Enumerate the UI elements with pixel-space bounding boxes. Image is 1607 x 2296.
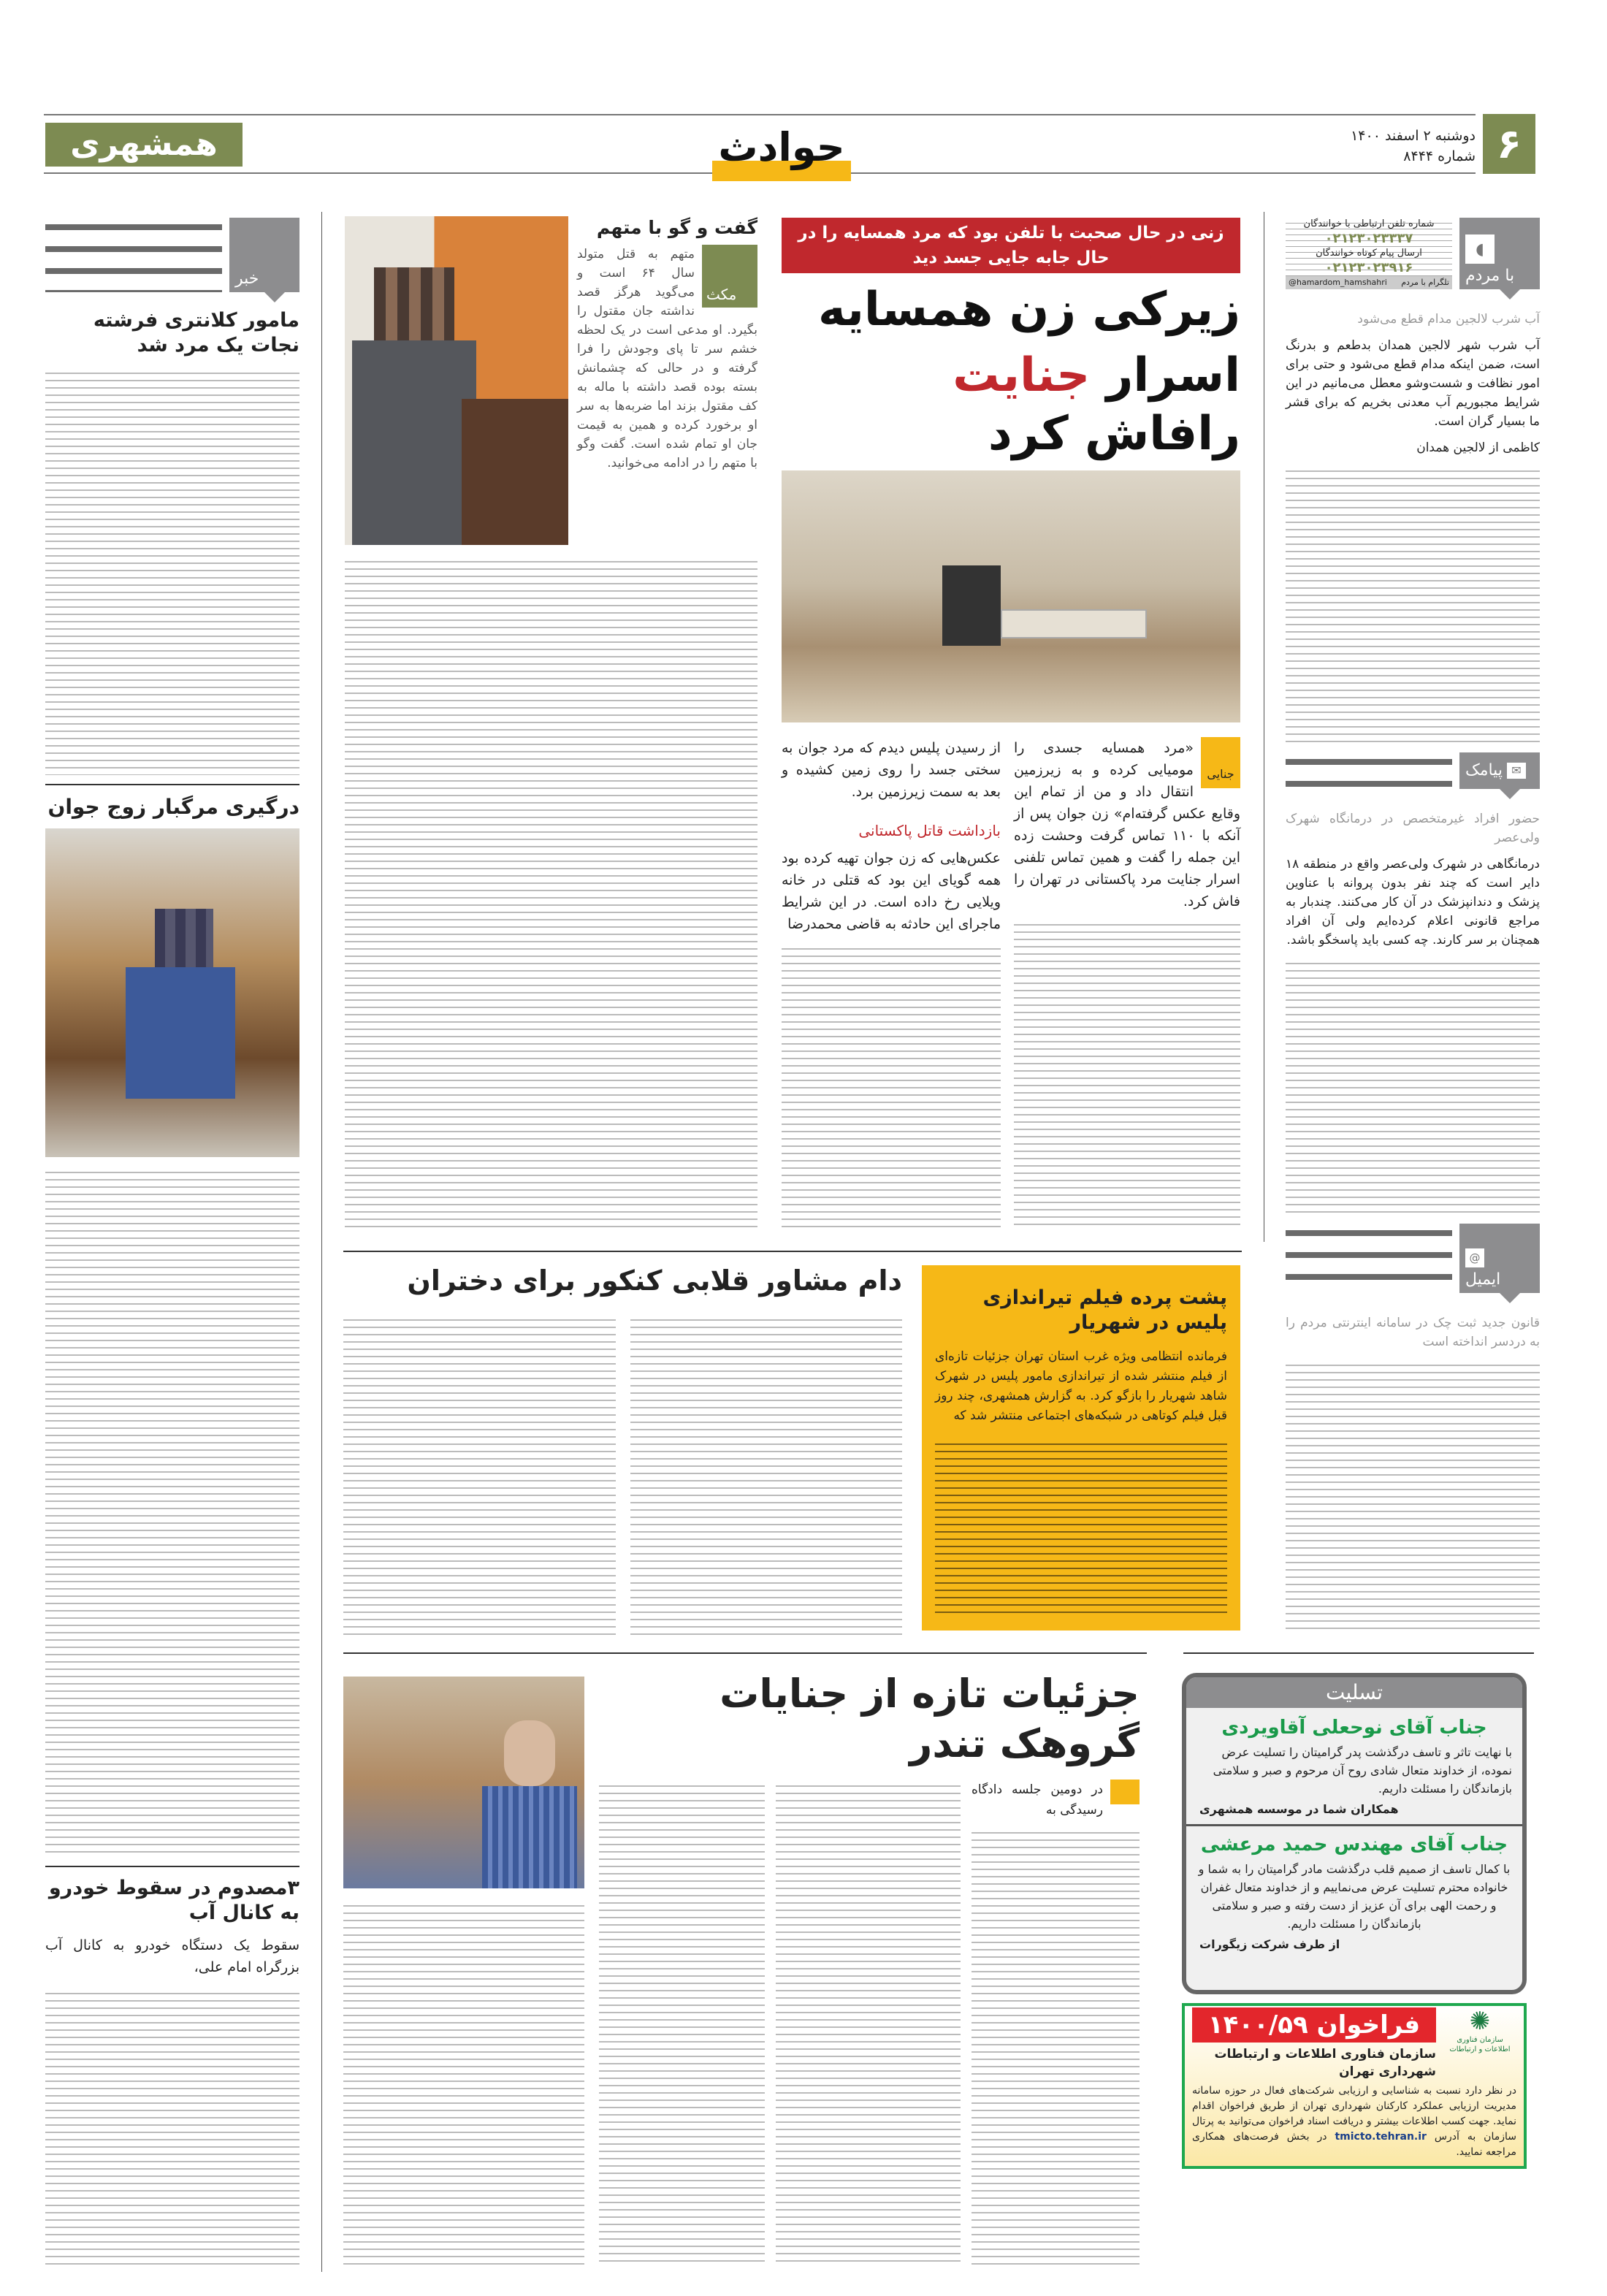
- section-title-text: حوادث: [718, 124, 845, 170]
- complaint-title: حضور افراد غیرمتخصص در درمانگاه شهرک ولی‌عصر: [1286, 811, 1540, 845]
- kicker-bar: [782, 218, 1240, 273]
- desk: [462, 399, 568, 545]
- condolence-sender-1: همکاران شما در موسسه همشهری: [1199, 1802, 1399, 1816]
- left-headline-1: مامور کلانتری فرشته نجات یک مرد شد: [93, 309, 299, 356]
- speaker-icon: ◖: [1465, 234, 1495, 264]
- ad-body-end: در بخش فرصت‌های همکاری مراجعه نمایید.: [1192, 2131, 1516, 2158]
- logo-text: همشهری: [70, 126, 218, 163]
- divider: [1183, 1652, 1534, 1654]
- condolence-message-2: با کمال تاسف از صمیم قلب درگذشت مادر گرامیتان را به شما و خانواده محترم تسلیت عرض می‌نماییم و از خداوند متعال غفران و رحمت الهی برای آن عزیز از دست رفته و صبر و سلامتی بازماندگان را مسئلت داریم.: [1198, 1862, 1511, 1931]
- complaint-title: آب شرب لالجین مدام قطع می‌شود: [1357, 312, 1540, 327]
- tondar-article: [599, 1669, 1140, 2265]
- article-column-left: [782, 737, 1001, 1227]
- article-body-text: [343, 1899, 584, 2265]
- yellow-marker: [1110, 1780, 1140, 1804]
- article-body-text: [45, 1166, 299, 1857]
- yellow-box-title: پشت پرده فیلم تیراندازی پلیس در شهریار: [982, 1286, 1227, 1334]
- person-figure: [126, 967, 235, 1099]
- headline-word: رافاش کرد: [988, 407, 1240, 461]
- ad-organization: سازمان فناوری اطلاعات و ارتباطات شهرداری تهران: [1214, 2047, 1436, 2079]
- article-body-text: [345, 555, 757, 1227]
- court-photo: [343, 1677, 584, 1888]
- section-title: [712, 124, 851, 181]
- interview-title: گفت و گو با متهم: [596, 217, 757, 238]
- news-tag-box: [229, 218, 299, 292]
- condolence-message-1: با نهایت تاثر و تاسف درگذشت پدر گرامیتان را تسلیت عرض نموده، از خداوند متعال شادی روح آن مرحوم و صبر و سلامتی بازماندگان را مسئلت داریم.: [1213, 1745, 1512, 1796]
- divider: [45, 1866, 299, 1867]
- issue-info: [1315, 126, 1476, 167]
- blurred-face: [374, 267, 454, 348]
- condolence-box: [1182, 1673, 1527, 1994]
- complaint-body: آب شرب شهر لالجین همدان بدطعم و بدرنگ است، ضمن اینکه مدام قطع می‌شود و حتی برای امور نظافت و شست‌وشو معطل می‌مانیم در این شرایط مجبوریم آب معدنی بخریم که برای قشر ما بسیار گران است.: [1286, 338, 1540, 429]
- sms-tag-label: پیامک: [1465, 761, 1503, 780]
- interview-section: [345, 216, 757, 1227]
- article-body-text: [1014, 918, 1240, 1227]
- pause-tag-label: مکث: [706, 286, 737, 304]
- kicker-text: زنی در حال صحبت با تلفن بود که مرد همسایه را در حال جابه جایی جسد دید: [798, 224, 1224, 267]
- konkur-headline: دام مشاور قلابی کنکور برای دختران: [407, 1265, 902, 1297]
- article-body-text: [45, 1987, 299, 2269]
- decorative-lines: [1286, 752, 1452, 789]
- complaint-list-text: [1286, 1359, 1540, 1629]
- ad-logo-text: سازمان فناوری اطلاعات و ارتباطات: [1449, 2036, 1511, 2053]
- decorative-lines: [45, 218, 222, 292]
- yellow-box-text: فرمانده انتظامی ویژه غرب استان تهران جزئیات تازه‌ای از فیلم منتشر شده از تیراندازی مامور پلیس در شهرک شاهد شهریار را بازگو کرد. به گزارش همشهری، چند روز قبل فیلم کوتاهی در شبکه‌های اجتماعی منتشر شد که: [935, 1349, 1227, 1423]
- reader-contacts: [1286, 218, 1452, 289]
- pause-tag: [702, 245, 757, 308]
- at-icon: @: [1465, 1248, 1484, 1267]
- tender-ad: [1182, 2003, 1527, 2169]
- yellow-news-box: [922, 1265, 1240, 1631]
- suspect-photo: [345, 216, 568, 545]
- article-body-text: [343, 1313, 616, 1637]
- article-text: از رسیدن پلیس دیدم که مرد جوان به سختی جسد را روی زمین کشیده و بعد به سمت زیرزمین برد.: [782, 740, 1001, 800]
- divider: [343, 1251, 1242, 1252]
- tondar-headline: جزئیات تازه از جنایات گروهک تندر: [719, 1671, 1140, 1766]
- ad-url-link[interactable]: tmicto.tehran.ir: [1335, 2131, 1427, 2143]
- left-headline-2: درگیری مرگبار زوج جوان: [47, 795, 299, 820]
- main-headline-line1: زیرکی زن همسایه: [818, 283, 1240, 337]
- condolence-sender-2: از طرف شرکت زیگورات: [1199, 1937, 1340, 1951]
- article-lead: سقوط یک دستگاه خودرو به کانال آب بزرگراه امام علی،: [45, 1937, 299, 1975]
- telegram-handle[interactable]: @hamardom_hamshahri: [1289, 278, 1387, 287]
- newspaper-logo: [45, 123, 243, 167]
- blurred-face: [155, 909, 213, 967]
- interview-intro: متهم به قتل متولد سال ۶۴ است و می‌گوید هرگز قصد نداشته جان مقتول را بگیرد. او مدعی است در یک لحظه خشم سر تا پای وجودش را فرا گرفته و در حالی که چشمانش بسته بوده قصد داشته با ماله به کف مقتول بزند اما ضربه‌ها به سر او برخورد کرده و همین به قیمت جان او تمام شده است. گفت وگو با متهم را در ادامه می‌خوانید.: [577, 247, 757, 471]
- article-column-right: [1014, 737, 1240, 1227]
- issue-date: دوشنبه ۲ اسفند ۱۴۰۰: [1351, 128, 1476, 144]
- article-body-text: [972, 1826, 1140, 2265]
- prison-uniform: [482, 1786, 577, 1888]
- complaint-body: درمانگاهی در شهرک ولی‌عصر واقع در منطقه ۱۸ دایر است که چند نفر بدون پروانه با عناوین پزشک و دندانپزشک در آن کار می‌کنند. چندبار به مراجع قانونی اعلام کرده‌ایم ولی آن افراد همچنان بر سر کارند. چه کسی باید پاسخگو باشد.: [1286, 856, 1540, 947]
- sms-label: ارسال پیام کوتاه خوانندگان: [1316, 248, 1422, 259]
- crime-label: [1201, 737, 1240, 788]
- wrapped-body: [1001, 609, 1147, 638]
- divider: [45, 784, 299, 785]
- main-lead-wrap: [1014, 737, 1240, 912]
- ad-body: [1192, 2083, 1516, 2160]
- condolence-name-1: جناب آقای نوحعلی آقاویردی: [1221, 1717, 1487, 1739]
- condolence-header: تسلیت: [1186, 1677, 1522, 1708]
- subhead: بازداشت قاتل پاکستانی: [858, 822, 1001, 839]
- notices-column: [1182, 1673, 1527, 2169]
- with-people-tag-box: [1459, 218, 1540, 289]
- right-column: [1286, 218, 1540, 1629]
- page-number-text: ۶: [1496, 120, 1522, 168]
- article-body-text: [776, 1780, 961, 2265]
- crime-scene-photo: [782, 470, 1240, 722]
- phone-number: ۰۲۱۲۳۰۲۳۳۳۷: [1324, 231, 1413, 246]
- article-text: عکس‌هایی که زن جوان تهیه کرده بود همه گویای این بود که قتلی در خانه ویلایی رخ داده است. در این شرایط ماجرای این حادثه به قاضی محمدرضا: [782, 850, 1001, 932]
- tondar-lead: در دومین جلسه دادگاه رسیدگی به: [972, 1782, 1103, 1818]
- sms-number: ۰۲۱۲۳۰۲۳۹۱۶: [1324, 260, 1413, 275]
- couple-dispute-photo: [45, 828, 299, 1157]
- headline-word: اسرار: [1106, 348, 1240, 403]
- person-figure: [352, 340, 476, 545]
- header-top-rule: [44, 114, 1476, 115]
- crime-label-text: جنایی: [1207, 767, 1234, 781]
- telegram-label: تلگرام با مردم: [1401, 278, 1449, 287]
- ad-title: فراخوان ۱۴۰۰/۵۹: [1192, 2007, 1436, 2043]
- headline-red-word: جنایت: [953, 348, 1091, 403]
- main-lead: «مرد همسایه جسدی را مومیایی کرده و به زیرزمین انتقال داد و من از تمام این وقایع عکس گرفته‌ام» زن جوان پس از آنکه با ۱۱۰ تماس گرفت وحشت زده این جمله را گفت و همین تماس تلفنی اسرار جنایت مرد پاکستانی در تهران را فاش کرد.: [1014, 740, 1240, 909]
- article-body-text: [45, 367, 299, 776]
- decorative-lines: [1286, 1224, 1452, 1293]
- left-column: [45, 218, 299, 2269]
- left-headline-3: ۳مصدوم در سقوط خودرو به کانال آب: [48, 1877, 299, 1925]
- with-people-label: با مردم: [1465, 267, 1515, 285]
- email-tag-box: [1459, 1224, 1540, 1293]
- complaint-title: قانون جدید ثبت چک در سامانه اینترنتی مردم را به دردسر انداخته است: [1286, 1316, 1540, 1350]
- sms-tag-box: [1459, 752, 1540, 789]
- article-body-text: [782, 942, 1001, 1227]
- page-number: [1483, 114, 1535, 174]
- condolence-divider: [1186, 1824, 1522, 1826]
- envelope-icon: ✉: [1507, 763, 1526, 779]
- phone-label: شماره تلفن ارتباطی با خوانندگان: [1303, 218, 1435, 229]
- issue-number: شماره ۸۴۴۴: [1403, 148, 1476, 164]
- person-figure: [942, 565, 1001, 646]
- article-body-text: [630, 1313, 903, 1637]
- article-body-text: [599, 1780, 765, 2265]
- complaint-signature: کاظمی از لالجین همدان: [1416, 440, 1540, 455]
- defendant-face: [504, 1720, 555, 1786]
- news-tag-label: خبر: [235, 270, 259, 288]
- ad-body-text: در نظر دارد نسبت به شناسایی و ارزیابی شرکت‌های فعال در حوزه سامانه مدیریت ارزیابی عملکرد کارکنان شهرداری تهران از طریق فراخوان اقدام نماید. جهت کسب اطلاعات بیشتر و دریافت اسناد فراخوان می‌توانید به پرتال سازمان به آدرس: [1192, 2085, 1516, 2143]
- complaint-list-text: [1286, 957, 1540, 1217]
- municipality-logo-icon: ✺: [1469, 2007, 1491, 2036]
- konkur-article: [343, 1264, 902, 1636]
- main-article: [782, 218, 1240, 1227]
- divider: [343, 1652, 1147, 1654]
- ad-logo: [1443, 2007, 1516, 2054]
- main-headline-line2: [782, 346, 1240, 463]
- interview-column: [577, 216, 757, 473]
- condolence-name-2: جناب آقای مهندس حمید مرعشی: [1200, 1834, 1508, 1856]
- column-divider: [321, 212, 322, 2272]
- yellow-box-body-text: [935, 1438, 1227, 1617]
- email-tag-label: ایمیل: [1465, 1270, 1501, 1289]
- complaint-list-text: [1286, 465, 1540, 745]
